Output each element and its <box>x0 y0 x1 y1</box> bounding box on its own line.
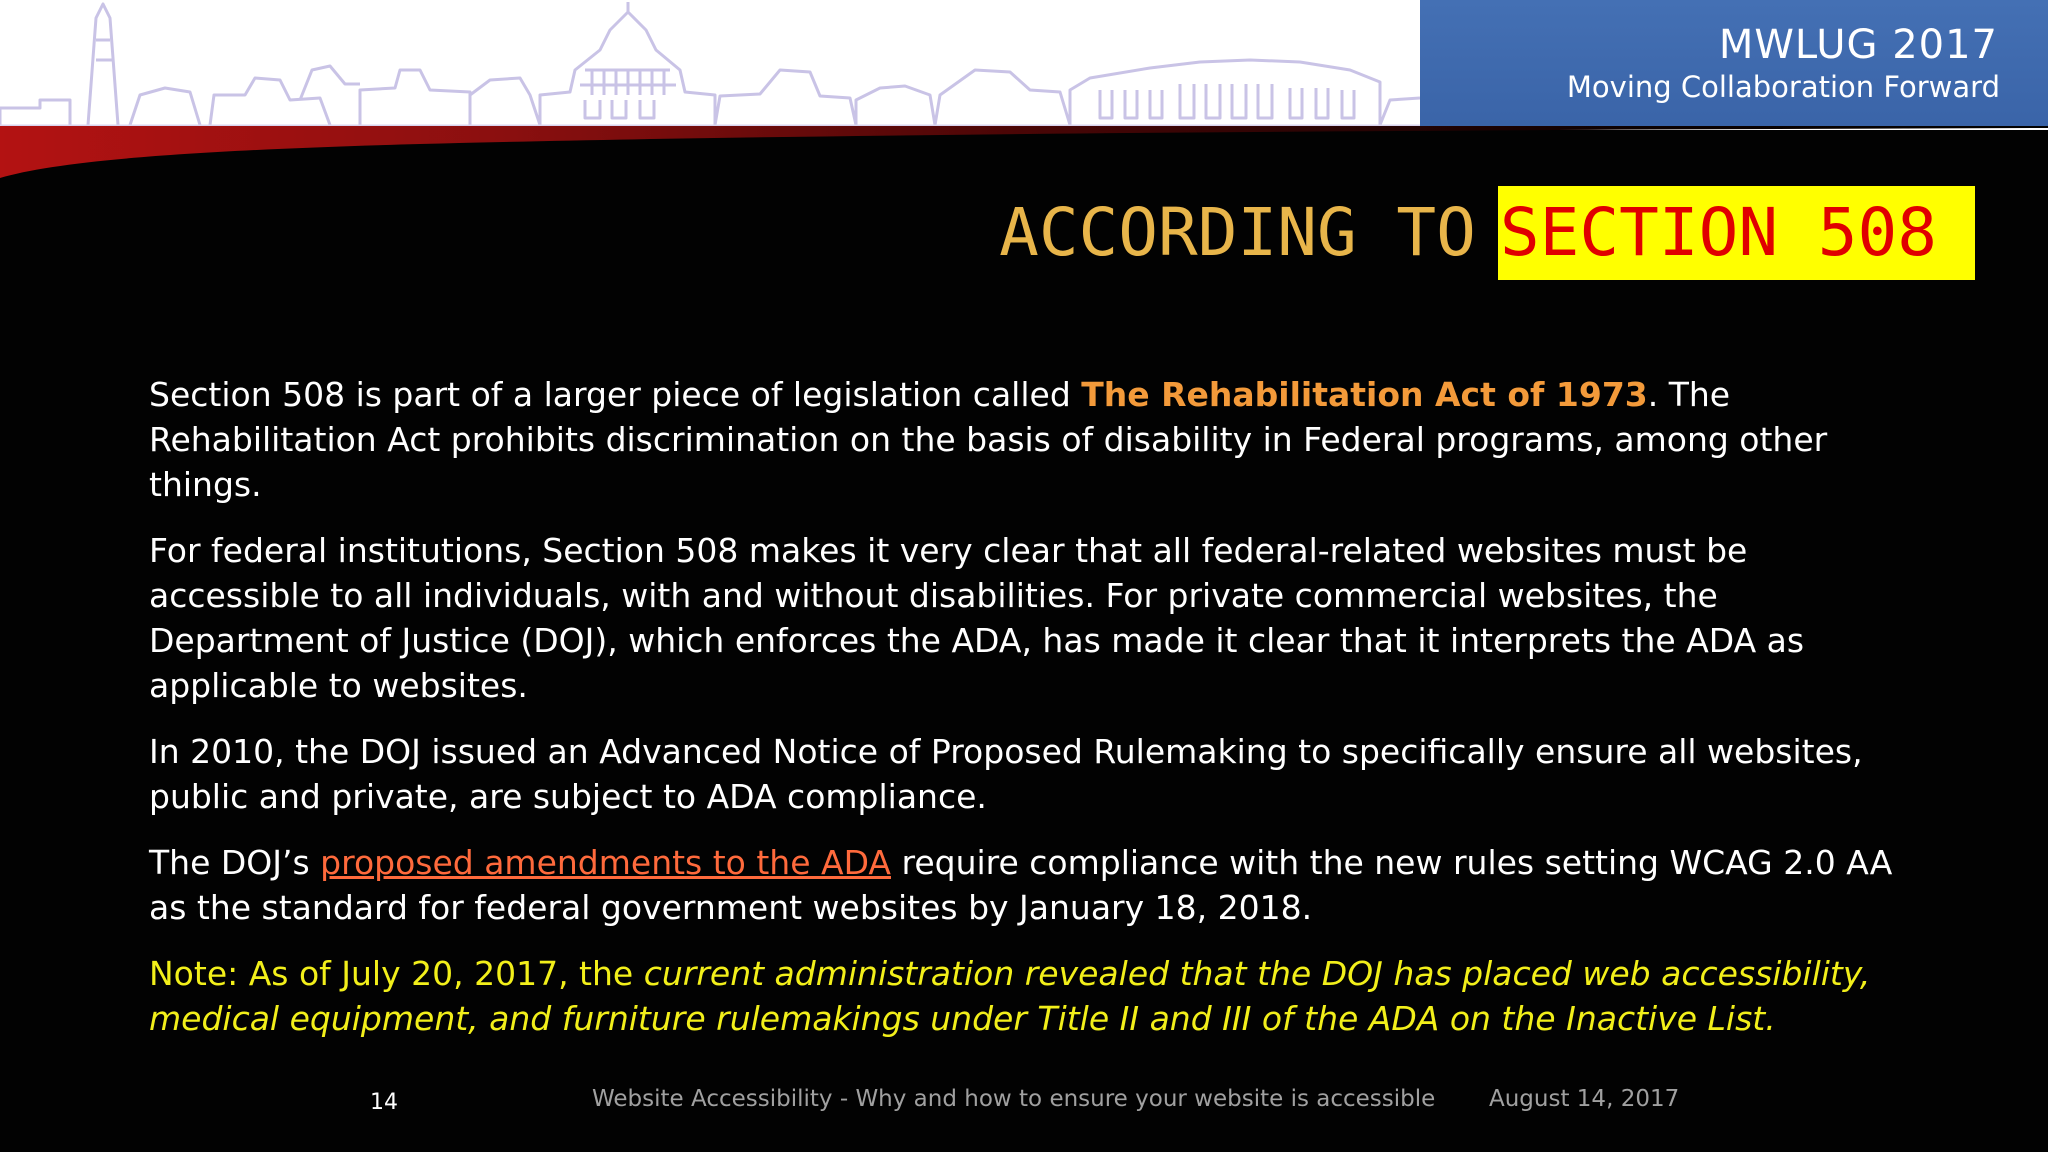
slide-page-number: 14 <box>370 1090 398 1115</box>
note-paragraph <box>149 951 1909 1041</box>
footer-presentation-title: Website Accessibility - Why and how to ensure your website is accessible <box>592 1086 1436 1112</box>
skyline-illustration <box>0 0 1420 130</box>
note-italic-text: current administration revealed that the DOJ has placed web accessibility, medical equipment, and furniture rulemakings under Title II and III of the ADA on the Inactive List. <box>149 954 1871 1038</box>
proposed-amendments-link[interactable]: proposed amendments to the ADA <box>320 843 891 882</box>
note-text: Note: As of July 20, 2017, the <box>149 954 644 993</box>
paragraph-federal-institutions <box>149 528 1909 708</box>
rehabilitation-act-emphasis: The Rehabilitation Act of 1973 <box>1081 375 1648 414</box>
header-banner <box>0 0 2048 130</box>
slide-title <box>999 186 1975 280</box>
conference-tagline: Moving Collaboration Forward <box>1566 70 2000 104</box>
paragraph-text: . The Rehabilitation Act prohibits discrimination on the basis of disability in Federal programs, among other things. <box>149 375 1828 504</box>
footer-date: August 14, 2017 <box>1489 1086 1680 1112</box>
paragraph-text: The DOJ’s <box>149 843 321 882</box>
red-swoosh-decoration <box>0 126 2048 186</box>
slide-title-prefix: ACCORDING TO <box>999 194 1476 271</box>
paragraph-proposed-amendments <box>149 840 1909 930</box>
conference-title: MWLUG 2017 <box>1718 22 1998 68</box>
slide-title-highlight: SECTION 508 <box>1498 186 1975 280</box>
paragraph-text: For federal institutions, Section 508 makes it very clear that all federal-related websites must be accessible to all individuals, with and without disabilities. For private commercial websites, the Department of Justice (DOJ), which enforces the ADA, has made it clear that it interprets the ADA as applicable to websites. <box>149 531 1805 705</box>
paragraph-rehabilitation-act <box>149 372 1909 507</box>
paragraph-text: Section 508 is part of a larger piece of legislation called <box>149 375 1082 414</box>
conference-brand-box <box>1420 0 2048 128</box>
slide-body <box>149 372 1909 1062</box>
paragraph-doj-2010-notice <box>149 729 1909 819</box>
paragraph-text: In 2010, the DOJ issued an Advanced Notice of Proposed Rulemaking to specifically ensure all websites, public and private, are subject to ADA compliance. <box>149 732 1863 816</box>
paragraph-text: require compliance with the new rules setting WCAG 2.0 AA as the standard for federal government websites by January 18, 2018. <box>149 843 1893 927</box>
